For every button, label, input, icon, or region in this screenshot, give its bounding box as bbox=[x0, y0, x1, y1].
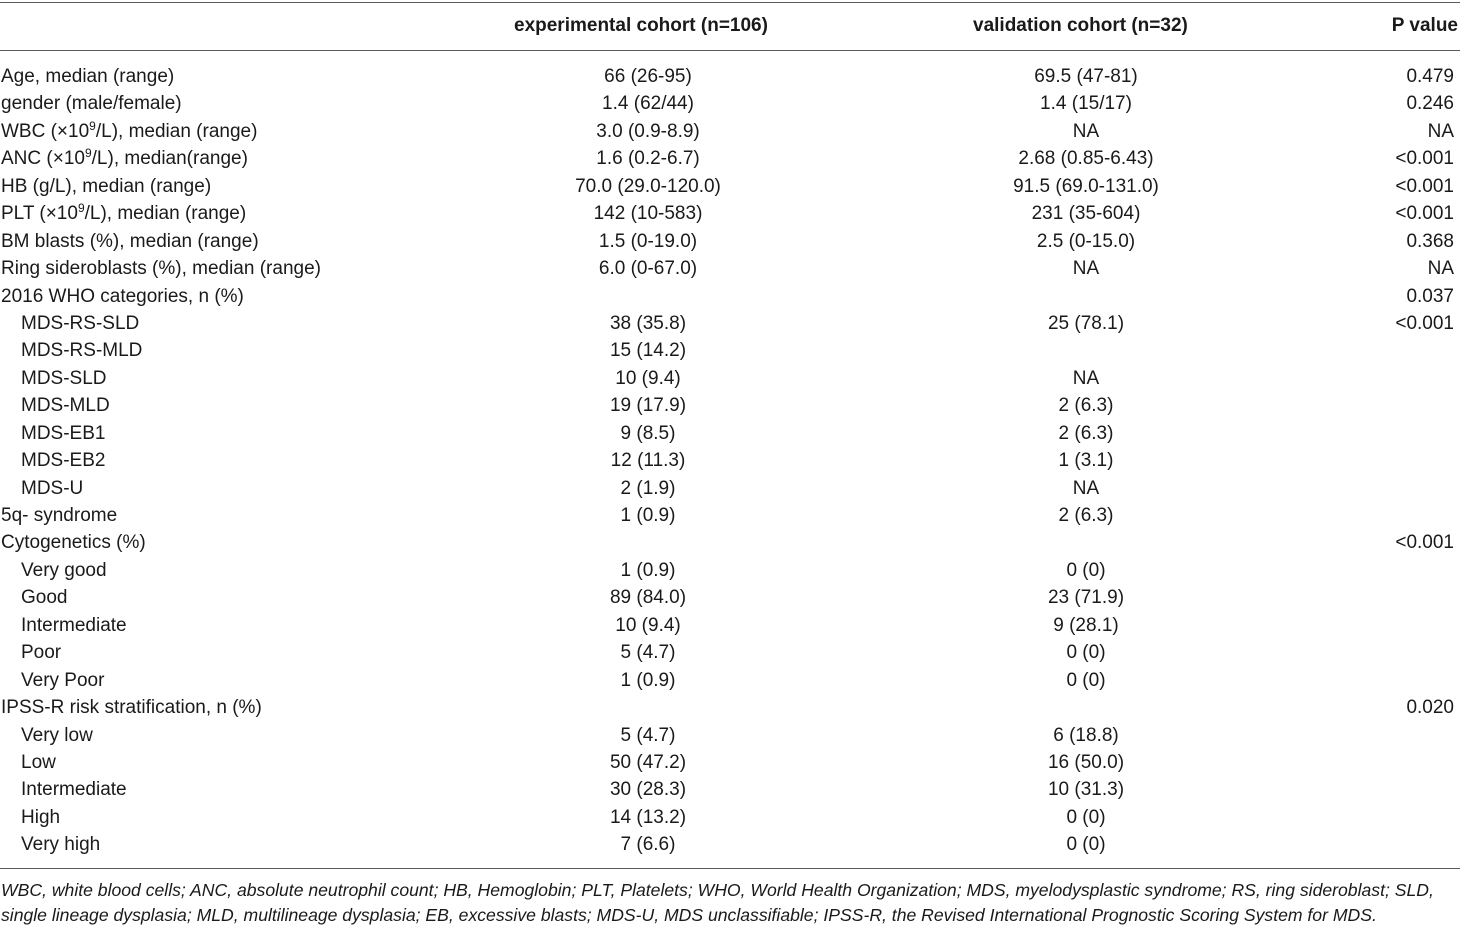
table-row bbox=[0, 722, 1460, 749]
table-row bbox=[0, 365, 1460, 392]
p-value: 0.368 bbox=[1406, 230, 1454, 252]
table-row bbox=[0, 529, 1460, 556]
validation-cohort-value: 2 (6.3) bbox=[1058, 395, 1114, 417]
row-label-suffix: /L), median (range) bbox=[84, 203, 247, 225]
validation-cohort-value: 16 (50.0) bbox=[1047, 751, 1125, 773]
validation-cohort-value: NA bbox=[1072, 258, 1100, 280]
experimental-cohort-value: 30 (28.3) bbox=[609, 779, 687, 801]
p-value: <0.001 bbox=[1395, 203, 1454, 225]
experimental-cohort-value: 1.6 (0.2-6.7) bbox=[596, 148, 700, 170]
table-bottom-rule bbox=[0, 868, 1460, 869]
row-label: High bbox=[21, 806, 61, 828]
validation-cohort-value: NA bbox=[1072, 120, 1100, 142]
experimental-cohort-value: 1.4 (62/44) bbox=[602, 93, 694, 115]
row-label: HB (g/L), median (range) bbox=[1, 175, 212, 197]
validation-cohort-value: 91.5 (69.0-131.0) bbox=[1013, 175, 1159, 197]
validation-cohort-value: NA bbox=[1072, 477, 1100, 499]
experimental-cohort-value: 19 (17.9) bbox=[609, 395, 687, 417]
row-label: Very low bbox=[21, 724, 93, 746]
table-row bbox=[0, 90, 1460, 117]
table-row bbox=[0, 283, 1460, 310]
experimental-cohort-value: 10 (9.4) bbox=[615, 367, 681, 389]
validation-cohort-value: 1.4 (15/17) bbox=[1040, 93, 1132, 115]
validation-cohort-value: 69.5 (47-81) bbox=[1034, 66, 1138, 87]
validation-cohort-value: 23 (71.9) bbox=[1047, 587, 1125, 609]
row-label-prefix: ANC (×10 bbox=[1, 148, 85, 170]
p-value: <0.001 bbox=[1395, 312, 1454, 334]
table-row bbox=[0, 667, 1460, 694]
table-row bbox=[0, 502, 1460, 529]
p-value: 0.246 bbox=[1406, 93, 1454, 115]
table-row bbox=[0, 557, 1460, 584]
experimental-cohort-value: 142 (10-583) bbox=[593, 203, 703, 225]
row-label bbox=[1, 118, 257, 145]
table-row bbox=[0, 310, 1460, 337]
p-value: 0.479 bbox=[1406, 66, 1454, 87]
validation-cohort-value: 0 (0) bbox=[1066, 559, 1106, 581]
validation-cohort-value: NA bbox=[1072, 367, 1100, 389]
table-row bbox=[0, 447, 1460, 474]
row-label: 5q- syndrome bbox=[1, 505, 118, 526]
table-row bbox=[0, 228, 1460, 255]
row-label-suffix: /L), median(range) bbox=[91, 148, 248, 170]
p-value: 0.037 bbox=[1406, 285, 1454, 307]
experimental-cohort-value: 5 (4.7) bbox=[620, 642, 676, 664]
experimental-cohort-value: 3.0 (0.9-8.9) bbox=[596, 120, 700, 142]
experimental-cohort-value: 7 (6.6) bbox=[620, 834, 676, 856]
validation-cohort-value: 2 (6.3) bbox=[1058, 422, 1114, 444]
row-label: 2016 WHO categories, n (%) bbox=[1, 285, 244, 307]
experimental-cohort-value: 1 (0.9) bbox=[620, 669, 676, 691]
table-row bbox=[0, 392, 1460, 419]
experimental-cohort-value: 50 (47.2) bbox=[609, 751, 687, 773]
experimental-cohort-value: 1.5 (0-19.0) bbox=[598, 230, 698, 252]
header-validation-cohort: validation cohort (n=32) bbox=[973, 15, 1188, 36]
row-label: Cytogenetics (%) bbox=[1, 532, 146, 554]
row-label-prefix: PLT (×10 bbox=[1, 203, 78, 225]
table-row bbox=[0, 475, 1460, 502]
experimental-cohort-value: 5 (4.7) bbox=[620, 724, 676, 746]
table-row bbox=[0, 145, 1460, 172]
row-label-superscript: 9 bbox=[84, 146, 92, 161]
row-label-prefix: WBC (×10 bbox=[1, 120, 90, 142]
experimental-cohort-value: 14 (13.2) bbox=[609, 806, 687, 828]
header-p-value: P value bbox=[1391, 15, 1458, 36]
row-label: MDS-MLD bbox=[21, 395, 110, 417]
validation-cohort-value: 6 (18.8) bbox=[1053, 724, 1119, 746]
table-row bbox=[0, 612, 1460, 639]
validation-cohort-value: 0 (0) bbox=[1066, 806, 1106, 828]
validation-cohort-value: 0 (0) bbox=[1066, 834, 1106, 856]
row-label-superscript: 9 bbox=[77, 201, 85, 216]
table-row bbox=[0, 337, 1460, 364]
experimental-cohort-value: 15 (14.2) bbox=[609, 340, 687, 362]
p-value: NA bbox=[1427, 258, 1454, 280]
row-label: MDS-EB2 bbox=[21, 450, 106, 472]
table-row bbox=[0, 173, 1460, 200]
row-label: BM blasts (%), median (range) bbox=[1, 230, 259, 252]
header-experimental-cohort: experimental cohort (n=106) bbox=[514, 15, 768, 36]
row-label: MDS-RS-SLD bbox=[21, 312, 140, 334]
table-top-rule bbox=[0, 2, 1460, 3]
table-row bbox=[0, 749, 1460, 776]
experimental-cohort-value: 10 (9.4) bbox=[615, 614, 681, 636]
p-value: 0.020 bbox=[1406, 697, 1454, 719]
validation-cohort-value: 2.68 (0.85-6.43) bbox=[1018, 148, 1154, 170]
validation-cohort-value: 1 (3.1) bbox=[1058, 450, 1114, 472]
p-value: <0.001 bbox=[1395, 175, 1454, 197]
experimental-cohort-value: 89 (84.0) bbox=[609, 587, 687, 609]
row-label-suffix: /L), median (range) bbox=[95, 120, 258, 142]
row-label: MDS-SLD bbox=[21, 367, 107, 389]
table-row bbox=[0, 804, 1460, 831]
validation-cohort-value: 25 (78.1) bbox=[1047, 312, 1125, 334]
row-label: Low bbox=[21, 751, 56, 773]
row-label-superscript: 9 bbox=[89, 118, 96, 133]
row-label: Poor bbox=[21, 642, 62, 664]
row-label bbox=[1, 145, 248, 172]
validation-cohort-value: 2 (6.3) bbox=[1058, 505, 1114, 526]
table-row bbox=[0, 200, 1460, 227]
table-row bbox=[0, 694, 1460, 721]
table-row bbox=[0, 420, 1460, 447]
table-body bbox=[0, 63, 1460, 859]
row-label: MDS-U bbox=[21, 477, 84, 499]
experimental-cohort-value: 6.0 (0-67.0) bbox=[598, 258, 698, 280]
row-label bbox=[1, 200, 246, 227]
table-header-rule bbox=[0, 50, 1460, 51]
experimental-cohort-value: 70.0 (29.0-120.0) bbox=[575, 175, 721, 197]
validation-cohort-value: 9 (28.1) bbox=[1053, 614, 1119, 636]
row-label: Very high bbox=[21, 834, 101, 856]
validation-cohort-value: 0 (0) bbox=[1066, 669, 1106, 691]
row-label: Age, median (range) bbox=[1, 66, 175, 87]
experimental-cohort-value: 1 (0.9) bbox=[620, 505, 676, 526]
experimental-cohort-value: 66 (26-95) bbox=[604, 66, 692, 87]
row-label: Ring sideroblasts (%), median (range) bbox=[1, 258, 321, 280]
row-label: Very Poor bbox=[21, 669, 105, 691]
table-header-row bbox=[0, 12, 1460, 42]
table-row bbox=[0, 831, 1460, 858]
table-row bbox=[0, 255, 1460, 282]
experimental-cohort-value: 2 (1.9) bbox=[620, 477, 676, 499]
validation-cohort-value: 10 (31.3) bbox=[1047, 779, 1125, 801]
row-label: Very good bbox=[21, 559, 107, 581]
p-value: NA bbox=[1427, 120, 1454, 142]
validation-cohort-value: 231 (35-604) bbox=[1031, 203, 1141, 225]
table-row bbox=[0, 639, 1460, 666]
table-row bbox=[0, 584, 1460, 611]
validation-cohort-value: 0 (0) bbox=[1066, 642, 1106, 664]
table-row bbox=[0, 63, 1460, 90]
experimental-cohort-value: 9 (8.5) bbox=[620, 422, 676, 444]
row-label: gender (male/female) bbox=[1, 93, 182, 115]
row-label: MDS-RS-MLD bbox=[21, 340, 143, 362]
experimental-cohort-value: 12 (11.3) bbox=[610, 450, 686, 472]
row-label: Intermediate bbox=[21, 779, 127, 801]
p-value: <0.001 bbox=[1395, 532, 1454, 554]
p-value: <0.001 bbox=[1395, 148, 1454, 170]
experimental-cohort-value: 38 (35.8) bbox=[609, 312, 687, 334]
table-row bbox=[0, 118, 1460, 145]
validation-cohort-value: 2.5 (0-15.0) bbox=[1036, 230, 1136, 252]
experimental-cohort-value: 1 (0.9) bbox=[620, 559, 676, 581]
row-label: IPSS-R risk stratification, n (%) bbox=[1, 697, 262, 719]
row-label: MDS-EB1 bbox=[21, 422, 106, 444]
table-footnote: WBC, white blood cells; ANC, absolute neutrophil count; HB, Hemoglobin; PLT, Platelets; WHO, World Health Organization; MDS, myelodysplastic syndrome; RS, ring sideroblast; SLD, single lineage dysplasia; MLD, multilineage dysplasia; EB, excessive blasts; MDS-U, MDS unclassifiable; IPSS-R, the Revised International Prognostic Scoring System for MDS. bbox=[1, 880, 1434, 925]
row-label: Intermediate bbox=[21, 614, 127, 636]
table-row bbox=[0, 776, 1460, 803]
row-label: Good bbox=[21, 587, 68, 609]
